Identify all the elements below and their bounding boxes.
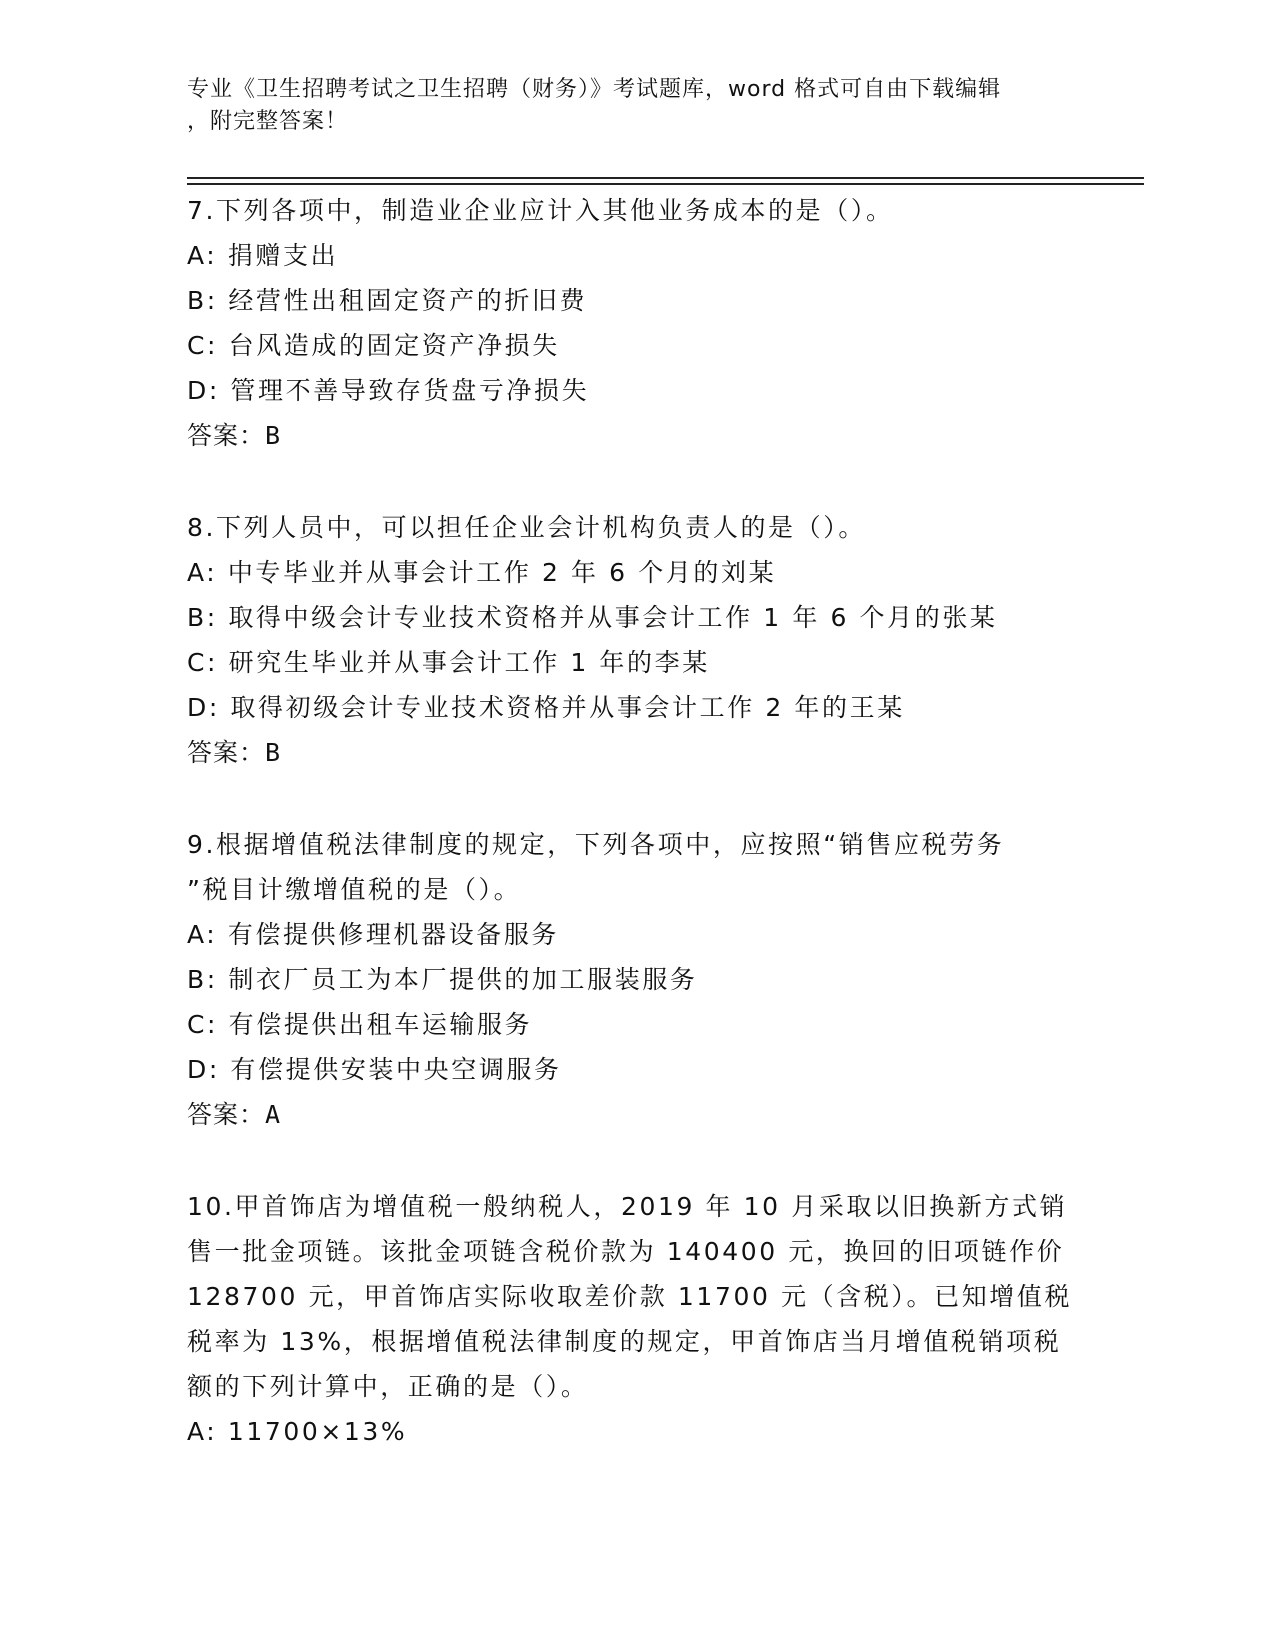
- answer-line: 答案：B: [187, 738, 282, 767]
- spacer: [187, 458, 1087, 505]
- header-line-1: 专业《卫生招聘考试之卫生招聘（财务）》考试题库，word 格式可自由下载编辑: [187, 77, 1002, 102]
- spacer: [187, 775, 1087, 822]
- option-c: C: 台风造成的固定资产净损失: [187, 331, 560, 360]
- question-text-line-4: 税率为 13%，根据增值税法律制度的规定，甲首饰店当月增值税销项税: [187, 1327, 1062, 1356]
- answer-line: 答案：B: [187, 421, 282, 450]
- question-text-line-2: 售一批金项链。该批金项链含税价款为 140400 元，换回的旧项链作价: [187, 1237, 1065, 1266]
- document-header: [187, 74, 1087, 138]
- question-list: [187, 188, 1087, 1454]
- header-divider-bottom: [187, 183, 1144, 185]
- question-text-line-5: 额的下列计算中，正确的是（）。: [187, 1372, 589, 1401]
- question-text: 8.下列人员中，可以担任企业会计机构负责人的是（）。: [187, 513, 866, 542]
- question-text-line-1: 9.根据增值税法律制度的规定，下列各项中，应按照“销售应税劳务: [187, 830, 1005, 859]
- answer-line: 答案：A: [187, 1100, 282, 1129]
- question-text-line-3: 128700 元，甲首饰店实际收取差价款 11700 元（含税）。已知增值税: [187, 1282, 1073, 1311]
- option-b: B: 取得中级会计专业技术资格并从事会计工作 1 年 6 个月的张某: [187, 603, 998, 632]
- option-a: A: 11700×13%: [187, 1417, 408, 1446]
- option-d: D: 有偿提供安装中央空调服务: [187, 1055, 562, 1084]
- question-block-7: [187, 188, 1087, 458]
- header-line-2: ，附完整答案！: [187, 109, 349, 134]
- option-b: B: 制衣厂员工为本厂提供的加工服装服务: [187, 965, 698, 994]
- option-a: A: 有偿提供修理机器设备服务: [187, 920, 560, 949]
- option-d: D: 管理不善导致存货盘亏净损失: [187, 376, 590, 405]
- question-block-9: [187, 822, 1087, 1137]
- header-divider-top: [187, 177, 1144, 179]
- question-text-line-2: ”税目计缴增值税的是（）。: [187, 875, 522, 904]
- option-a: A: 捐赠支出: [187, 241, 339, 270]
- question-text-line-1: 10.甲首饰店为增值税一般纳税人，2019 年 10 月采取以旧换新方式销: [187, 1192, 1068, 1221]
- question-text: 7.下列各项中，制造业企业应计入其他业务成本的是（）。: [187, 196, 894, 225]
- question-block-8: [187, 505, 1087, 775]
- spacer: [187, 1137, 1087, 1184]
- option-b: B: 经营性出租固定资产的折旧费: [187, 286, 588, 315]
- option-c: C: 有偿提供出租车运输服务: [187, 1010, 533, 1039]
- option-a: A: 中专毕业并从事会计工作 2 年 6 个月的刘某: [187, 558, 777, 587]
- question-block-10: [187, 1184, 1087, 1454]
- option-c: C: 研究生毕业并从事会计工作 1 年的李某: [187, 648, 710, 677]
- option-d: D: 取得初级会计专业技术资格并从事会计工作 2 年的王某: [187, 693, 905, 722]
